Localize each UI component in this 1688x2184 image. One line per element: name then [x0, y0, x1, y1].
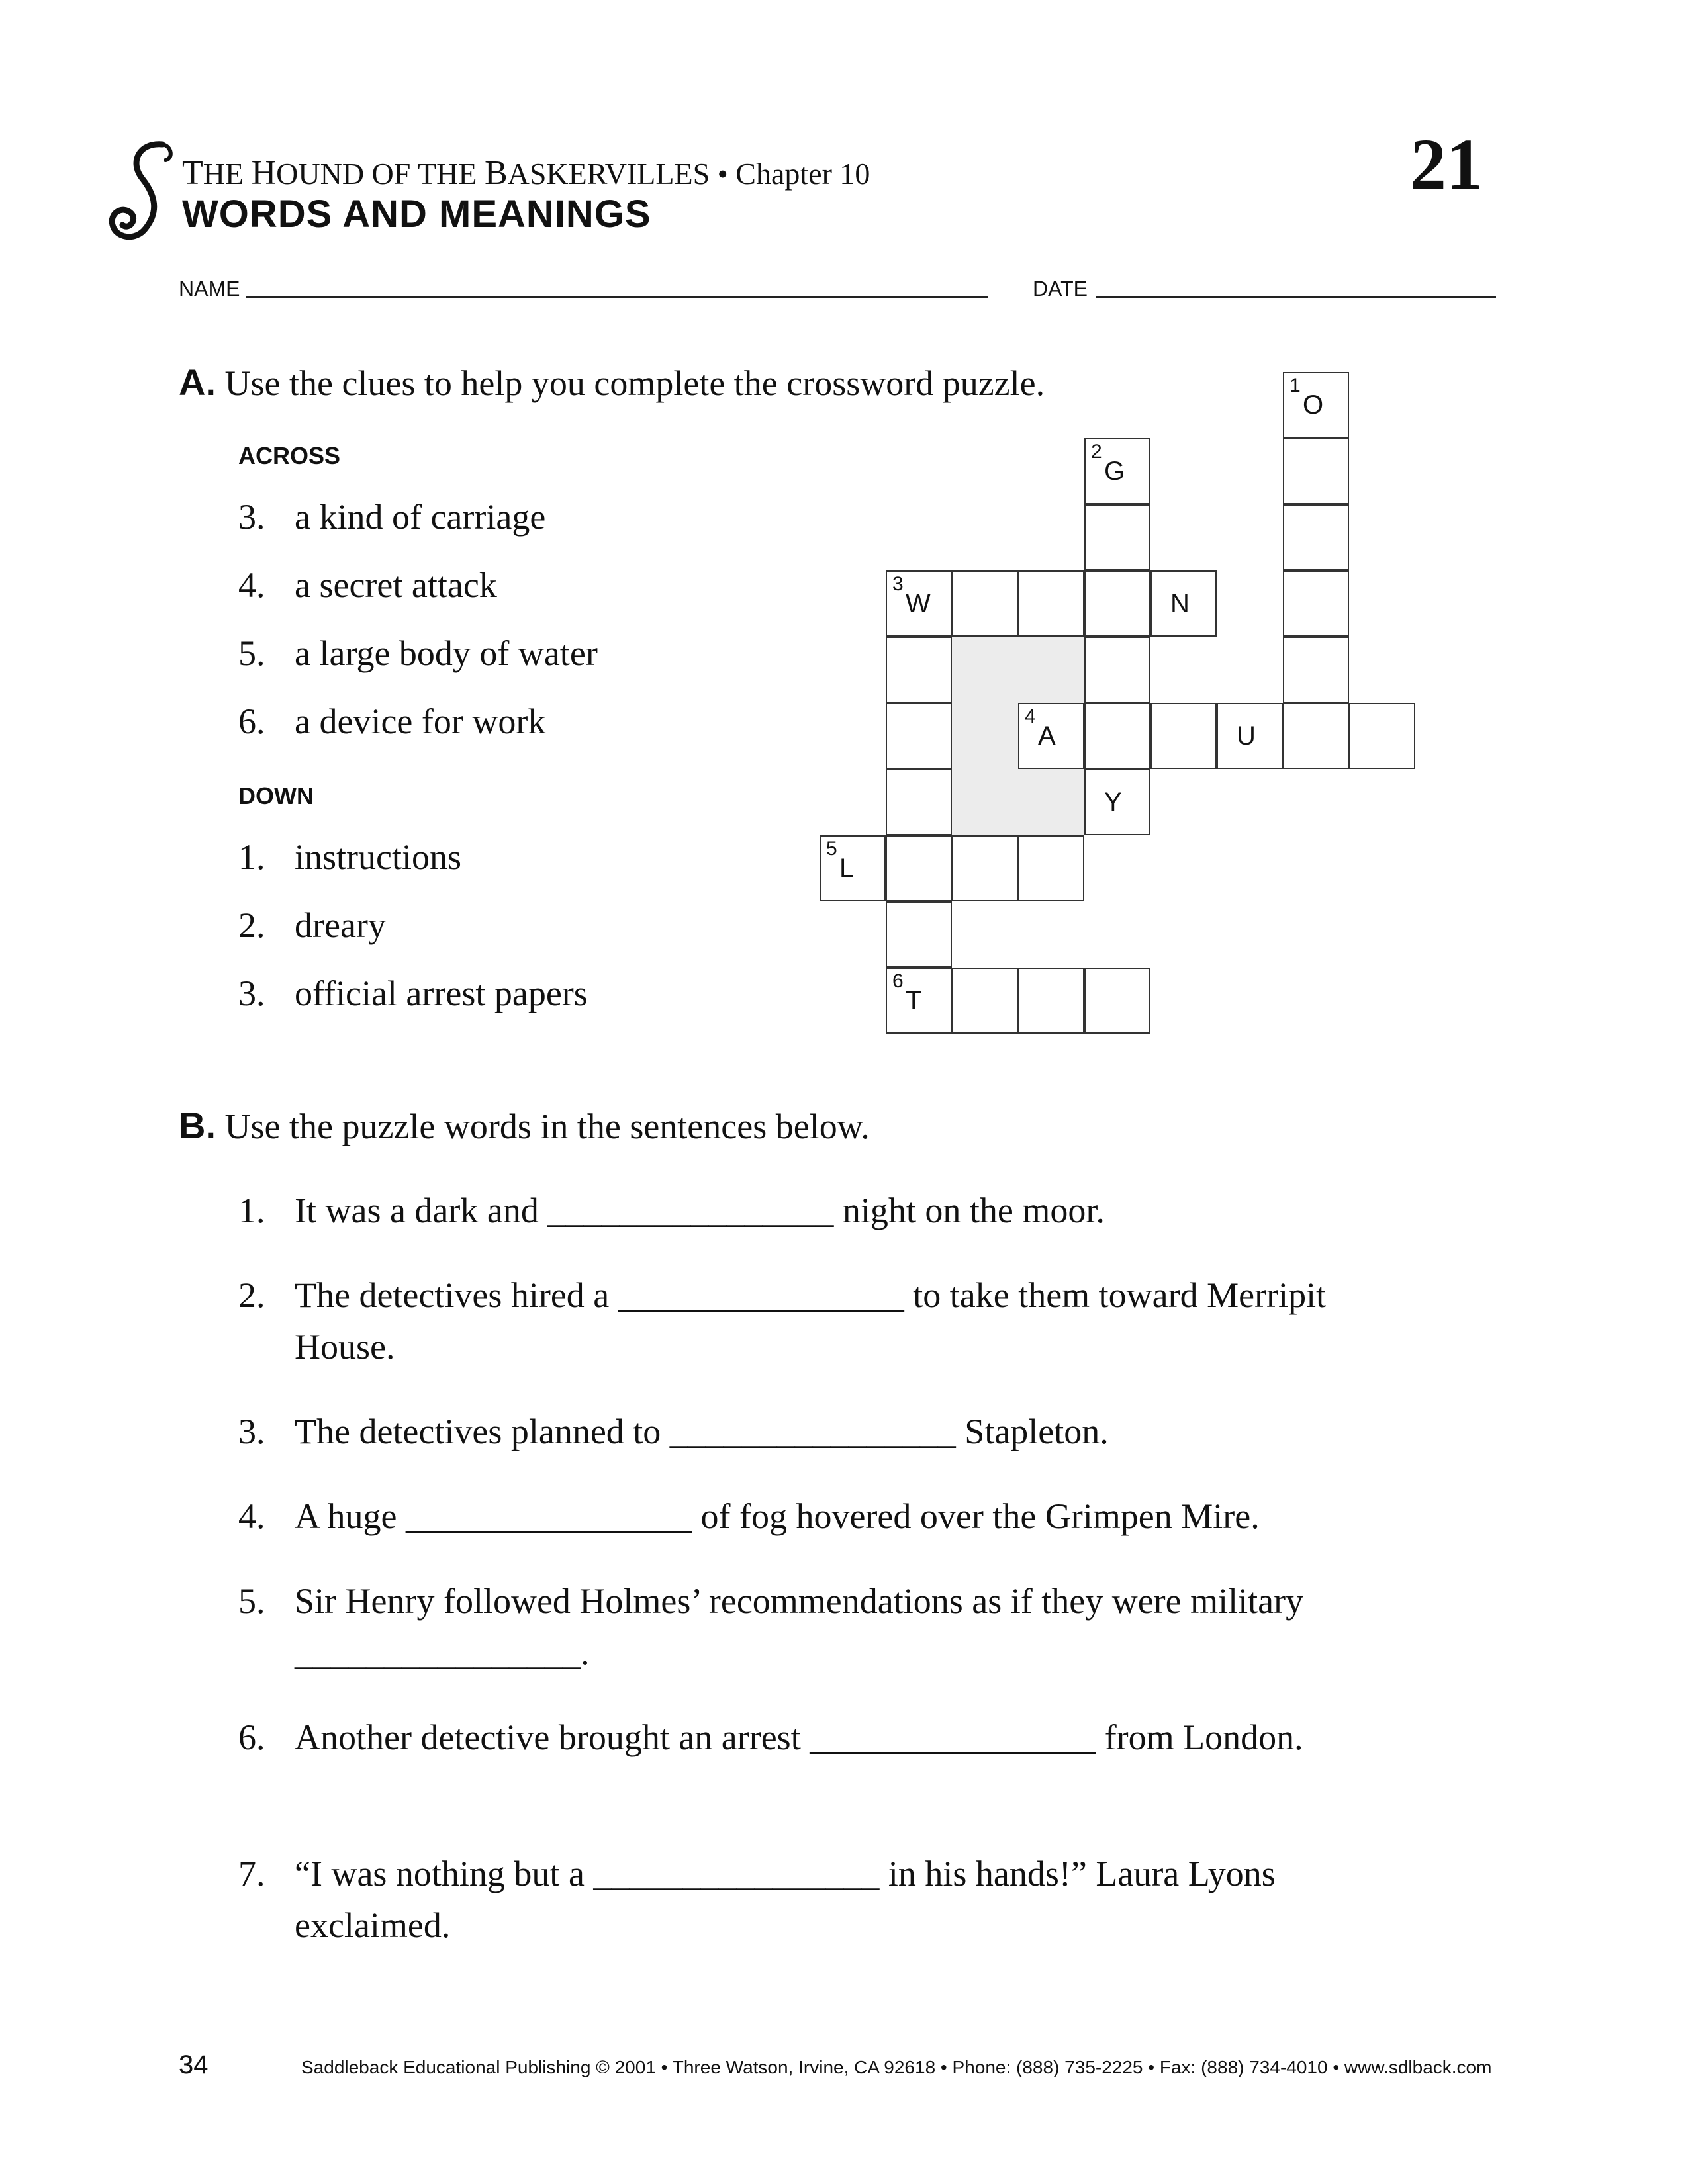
sentence-number: 2.: [238, 1275, 265, 1315]
cell-number: 1: [1289, 375, 1301, 396]
crossword-cell[interactable]: [1283, 504, 1349, 570]
worksheet-title: WORDS AND MEANINGS: [182, 193, 651, 236]
cell-letter: L: [839, 854, 855, 883]
cell-letter: Y: [1104, 788, 1122, 817]
sentence-number: 7.: [238, 1854, 265, 1893]
sentence-number: 5.: [238, 1581, 265, 1621]
crossword-cell[interactable]: [886, 769, 952, 835]
name-field[interactable]: [246, 296, 988, 298]
clue-text: instructions: [295, 837, 461, 877]
clue-text: dreary: [295, 905, 386, 945]
crossword-cell[interactable]: [886, 968, 952, 1034]
crossword-cell[interactable]: [1084, 968, 1150, 1034]
section-b-instruction: Use the puzzle words in the sentences below.: [224, 1107, 870, 1146]
across-clue: [238, 565, 497, 606]
crossword-cell[interactable]: [886, 835, 952, 901]
crossword-cell[interactable]: [1018, 703, 1084, 769]
sentence-number: 1.: [238, 1191, 265, 1230]
section-b-heading: [179, 1104, 870, 1147]
sentence-text: The detectives planned to ________________ Stapleton.: [295, 1412, 1109, 1451]
crossword-cell[interactable]: [1084, 637, 1150, 703]
sentence-text: Another detective brought an arrest ________________ from London.: [295, 1717, 1303, 1757]
cell-letter: W: [906, 589, 931, 618]
chapter-label: • Chapter 10: [710, 157, 870, 191]
crossword-cell[interactable]: [1084, 769, 1150, 835]
publisher-logo: [99, 139, 185, 251]
clue-text: official arrest papers: [295, 974, 588, 1013]
clue-text: a secret attack: [295, 565, 497, 605]
crossword-cell[interactable]: [1084, 703, 1150, 769]
across-clue: [238, 633, 598, 674]
down-clue: [238, 973, 588, 1014]
book-title-ound: OUND OF THE: [276, 157, 485, 191]
book-title-b: B: [484, 154, 508, 192]
book-title-t: T: [182, 154, 203, 192]
crossword-cell[interactable]: [1283, 703, 1349, 769]
clue-number: 6.: [238, 702, 265, 741]
clue-number: 4.: [238, 565, 265, 605]
cell-letter: T: [906, 986, 922, 1015]
sentence-number: 6.: [238, 1717, 265, 1757]
lesson-number: 21: [1410, 124, 1483, 205]
cell-number: 4: [1025, 705, 1036, 727]
sentence-number: 3.: [238, 1412, 265, 1451]
sentence-text: “I was nothing but a ________________ in his hands!” Laura Lyons exclaimed.: [295, 1854, 1276, 1945]
book-title-h: H: [251, 154, 277, 192]
crossword-cell[interactable]: [1283, 637, 1349, 703]
section-b-letter: B.: [179, 1105, 216, 1146]
name-label: NAME: [179, 277, 240, 300]
across-label: ACROSS: [238, 442, 341, 469]
crossword-cell[interactable]: [1084, 438, 1150, 504]
book-title: [182, 154, 870, 193]
sentence-text: The detectives hired a ________________ to take them toward Merripit House.: [295, 1275, 1327, 1367]
clue-text: a device for work: [295, 702, 546, 741]
section-a-letter: A.: [179, 361, 216, 403]
clue-number: 5.: [238, 633, 265, 673]
crossword-cell[interactable]: [1018, 968, 1084, 1034]
down-label: DOWN: [238, 782, 314, 809]
crossword-grid: [820, 372, 1415, 1034]
book-title-askervilles: ASKERVILLES: [507, 157, 710, 191]
shaded-region: [952, 769, 1084, 835]
sentence-text: A huge ________________ of fog hovered over the Grimpen Mire.: [295, 1496, 1260, 1536]
crossword-cell[interactable]: [1217, 703, 1283, 769]
crossword-cell[interactable]: [886, 570, 952, 637]
crossword-cell[interactable]: [1018, 570, 1084, 637]
clue-number: 1.: [238, 837, 265, 877]
clue-number: 3.: [238, 497, 265, 537]
crossword-cell[interactable]: [886, 901, 952, 968]
book-title-he: HE: [203, 157, 252, 191]
crossword-cell[interactable]: [1283, 372, 1349, 438]
shaded-region: [952, 637, 1084, 703]
publisher-info: Saddleback Educational Publishing © 2001 • Three Watson, Irvine, CA 92618 • Phone: (888) 735-2225 • Fax: (888) 734-4010 • www.sdlback.com: [301, 2057, 1492, 2077]
crossword-cell[interactable]: [952, 835, 1018, 901]
cell-number: 5: [826, 838, 837, 860]
down-clue: [238, 905, 386, 946]
cell-number: 3: [892, 573, 904, 595]
clue-text: a large body of water: [295, 633, 598, 673]
crossword-cell[interactable]: [886, 703, 952, 769]
crossword-cell[interactable]: [1150, 703, 1217, 769]
across-clue: [238, 701, 545, 742]
cell-number: 2: [1091, 441, 1102, 463]
date-label: DATE: [1033, 277, 1088, 300]
page-number: 34: [179, 2050, 209, 2079]
section-a-instruction: Use the clues to help you complete the crossword puzzle.: [224, 363, 1045, 403]
cell-letter: A: [1038, 721, 1056, 751]
down-clue: [238, 837, 461, 878]
clue-number: 3.: [238, 974, 265, 1013]
crossword-cell[interactable]: [1283, 570, 1349, 637]
cell-letter: G: [1104, 457, 1125, 486]
crossword-cell[interactable]: [1150, 570, 1217, 637]
across-clue: [238, 496, 545, 537]
date-field[interactable]: [1096, 296, 1496, 298]
cell-number: 6: [892, 970, 904, 992]
crossword-cell[interactable]: [1018, 835, 1084, 901]
crossword-cell[interactable]: [952, 968, 1018, 1034]
sentence-text: It was a dark and ________________ night on the moor.: [295, 1191, 1105, 1230]
clue-number: 2.: [238, 905, 265, 945]
cell-letter: O: [1303, 390, 1324, 420]
clue-text: a kind of carriage: [295, 497, 546, 537]
crossword-cell[interactable]: [952, 570, 1018, 637]
cell-letter: N: [1170, 589, 1190, 618]
crossword-cell[interactable]: [1084, 570, 1150, 637]
crossword-cell[interactable]: [1349, 703, 1415, 769]
crossword-cell[interactable]: [886, 637, 952, 703]
crossword-cell[interactable]: [1084, 504, 1150, 570]
cell-letter: U: [1237, 721, 1256, 751]
crossword-cell[interactable]: [820, 835, 886, 901]
sentence-text: Sir Henry followed Holmes’ recommendations as if they were military ________________.: [295, 1581, 1304, 1672]
sentence-number: 4.: [238, 1496, 265, 1536]
crossword-cell[interactable]: [1283, 438, 1349, 504]
